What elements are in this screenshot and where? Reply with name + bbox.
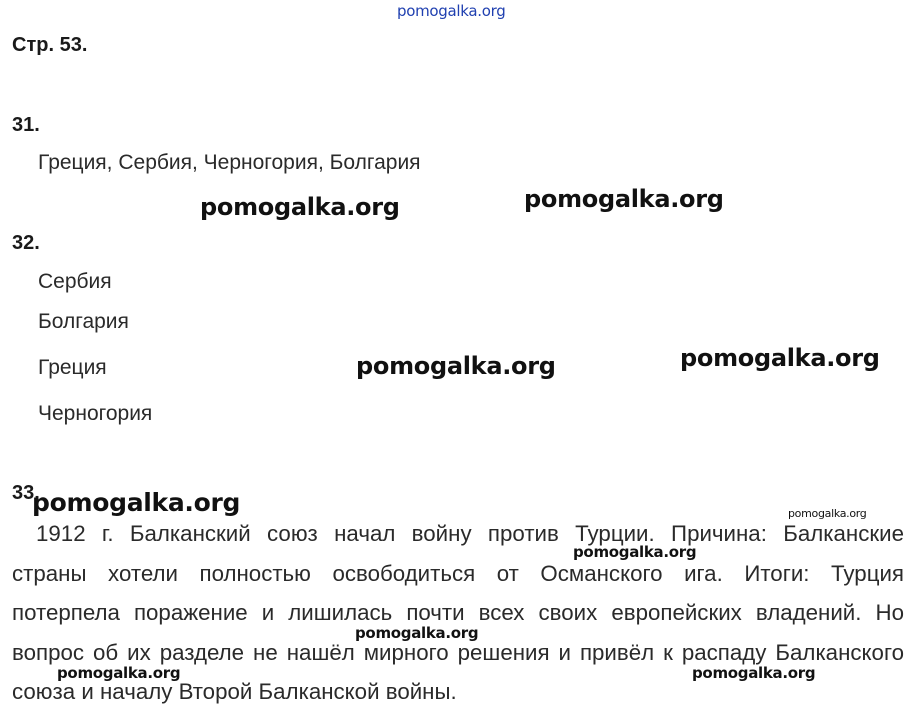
watermark: pomogalka.org bbox=[355, 624, 479, 642]
watermark: pomogalka.org bbox=[57, 664, 181, 682]
section-31-answer: Греция, Сербия, Черногория, Болгария bbox=[38, 151, 421, 174]
watermark: pomogalka.org bbox=[573, 543, 697, 561]
watermark: pomogalka.org bbox=[524, 185, 724, 213]
paragraph-line: страны хотели полностью освободиться от Османского ига. Итоги: Турция bbox=[12, 560, 904, 586]
watermark-top: pomogalka.org bbox=[397, 2, 506, 20]
watermark: pomogalka.org bbox=[200, 193, 400, 221]
section-31-number: 31. bbox=[12, 114, 40, 136]
paragraph-line: вопрос об их разделе не нашёл мирного решения и привёл к распаду Балканского bbox=[12, 639, 904, 665]
paragraph-line: 1912 г. Балканский союз начал войну против Турции. Причина: Балканские bbox=[36, 521, 904, 546]
section-32-item-montenegro: Черногория bbox=[38, 402, 153, 425]
watermark: pomogalka.org bbox=[680, 344, 880, 372]
watermark: pomogalka.org bbox=[356, 352, 556, 380]
section-32-item-serbia: Сербия bbox=[38, 270, 112, 293]
watermark: pomogalka.org bbox=[32, 488, 241, 517]
section-32-item-greece: Греция bbox=[38, 356, 107, 379]
paragraph-line: союза и началу Второй Балканской войны. bbox=[12, 679, 457, 704]
watermark: pomogalka.org bbox=[788, 507, 867, 520]
watermark: pomogalka.org bbox=[692, 664, 816, 682]
section-32-number: 32. bbox=[12, 232, 40, 254]
page-heading: Стр. 53. bbox=[12, 34, 88, 56]
section-33-number: 33. bbox=[12, 482, 40, 504]
paragraph-line: потерпела поражение и лишилась почти всех своих европейских владений. Но bbox=[12, 600, 904, 625]
section-32-item-bulgaria: Болгария bbox=[38, 310, 129, 333]
